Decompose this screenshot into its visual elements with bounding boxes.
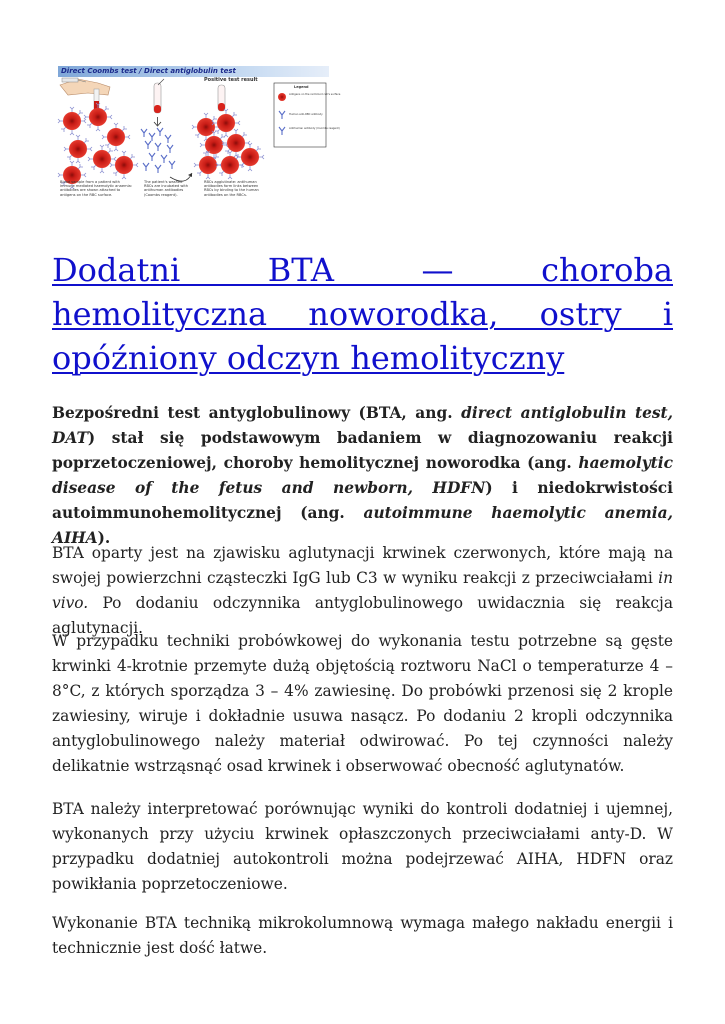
legend-title: Legend <box>294 85 309 89</box>
positive-tube-icon <box>218 85 225 111</box>
legend-item-2: Antihuman antibody (Coombs reagent) <box>289 127 340 130</box>
caption-patient-sample: Blood sample from a patient with immune mediated haemolytic anaemia: antibodies are shown attached to antigens on the RBC surface. <box>60 180 132 197</box>
test-tube-icon <box>154 79 164 126</box>
paragraph-tube-technique: W przypadku techniki probówkowej do wykonania testu potrzebne są gęste krwinki 4-krotnie przemyte dużą objętością roztworu NaCl o temperaturze 4 – 8°C, z których sporządza 3 – 4% zawiesinę. Do probówki przenosi się 2 krople zawiesiny, wiruje i dokładnie usuwa nasącz. Po dodaniu 2 kropli odczynnika antyglobulinowego należy materiał odwirować. Po tej czynności należy delikatnie wstrząsnąć osad krwinek i obserwować obecność aglutynatów. <box>52 632 673 775</box>
title-line-1[interactable]: Dodatni BTA — choroba <box>52 251 673 289</box>
rbc-icon <box>278 93 286 101</box>
paragraph-agglutination: BTA oparty jest na zjawisku aglutynacji krwinek czerwonych, które mają na swojej powierzchni cząsteczki IgG lub C3 w wyniku reakcji z przeciwciałami in vivo. Po dodaniu odczynnika antyglobulinowego uwidacznia się reakcja aglutynacji. <box>52 544 673 637</box>
legend-item-0: Antigens on the red blood cell's surface <box>289 93 341 96</box>
patient-rbc-group <box>58 103 138 189</box>
coombs-test-figure <box>58 66 341 198</box>
legend-item-1: Human anti-RBC antibody <box>289 113 323 116</box>
lead-paragraph: Bezpośredni test antyglobulinowy (BTA, ang. direct antiglobulin test, DAT) stał się podstawowym badaniem w diagnozowaniu reakcji poprzetoczeniowej, choroby hemolitycznej noworodka (ang. haemolytic disease of the fetus and newborn, HDFN) i niedokrwistości autoimmunohemolitycznej (ang. autoimmune haemolytic anemia, AIHA). <box>52 404 673 547</box>
title-line-3[interactable]: opóźniony odczyn hemolityczny <box>52 339 565 377</box>
paragraph-microcolumn: Wykonanie BTA techniką mikrokolumnową wymaga małego nakładu energii i technicznie jest dość łatwe. <box>52 914 673 957</box>
figure-banner: Direct Coombs test / Direct antiglobulin test <box>58 66 329 77</box>
paragraph-interpretation: BTA należy interpretować porównując wyniki do kontroli dodatniej i ujemnej, wykonanych przy użyciu krwinek opłaszczonych przeciwciałami anty-D. W przypadku dodatniej autokontroli można podejrzewać AIHA, HDFN oraz powikłania poprzetoczeniowe. <box>52 800 673 893</box>
caption-agglutination: RBCs agglutinate: antihuman antibodies form links between RBCs by binding to the human antibodies on the RBCs. <box>204 180 259 197</box>
caption-washed-rbc: The patient's washed RBCs are incubated with antihuman antibodies (Coombs reagent). <box>144 180 189 197</box>
agglutinated-rbc-group <box>192 109 264 179</box>
arm-syringe-icon <box>60 78 110 109</box>
article-title-link[interactable] <box>52 248 673 380</box>
title-line-2[interactable]: hemolityczna noworodka, ostry i <box>52 295 673 333</box>
antibody-cluster <box>141 128 175 173</box>
legend-box <box>274 83 341 147</box>
positive-result-label: Positive test result <box>204 77 258 83</box>
